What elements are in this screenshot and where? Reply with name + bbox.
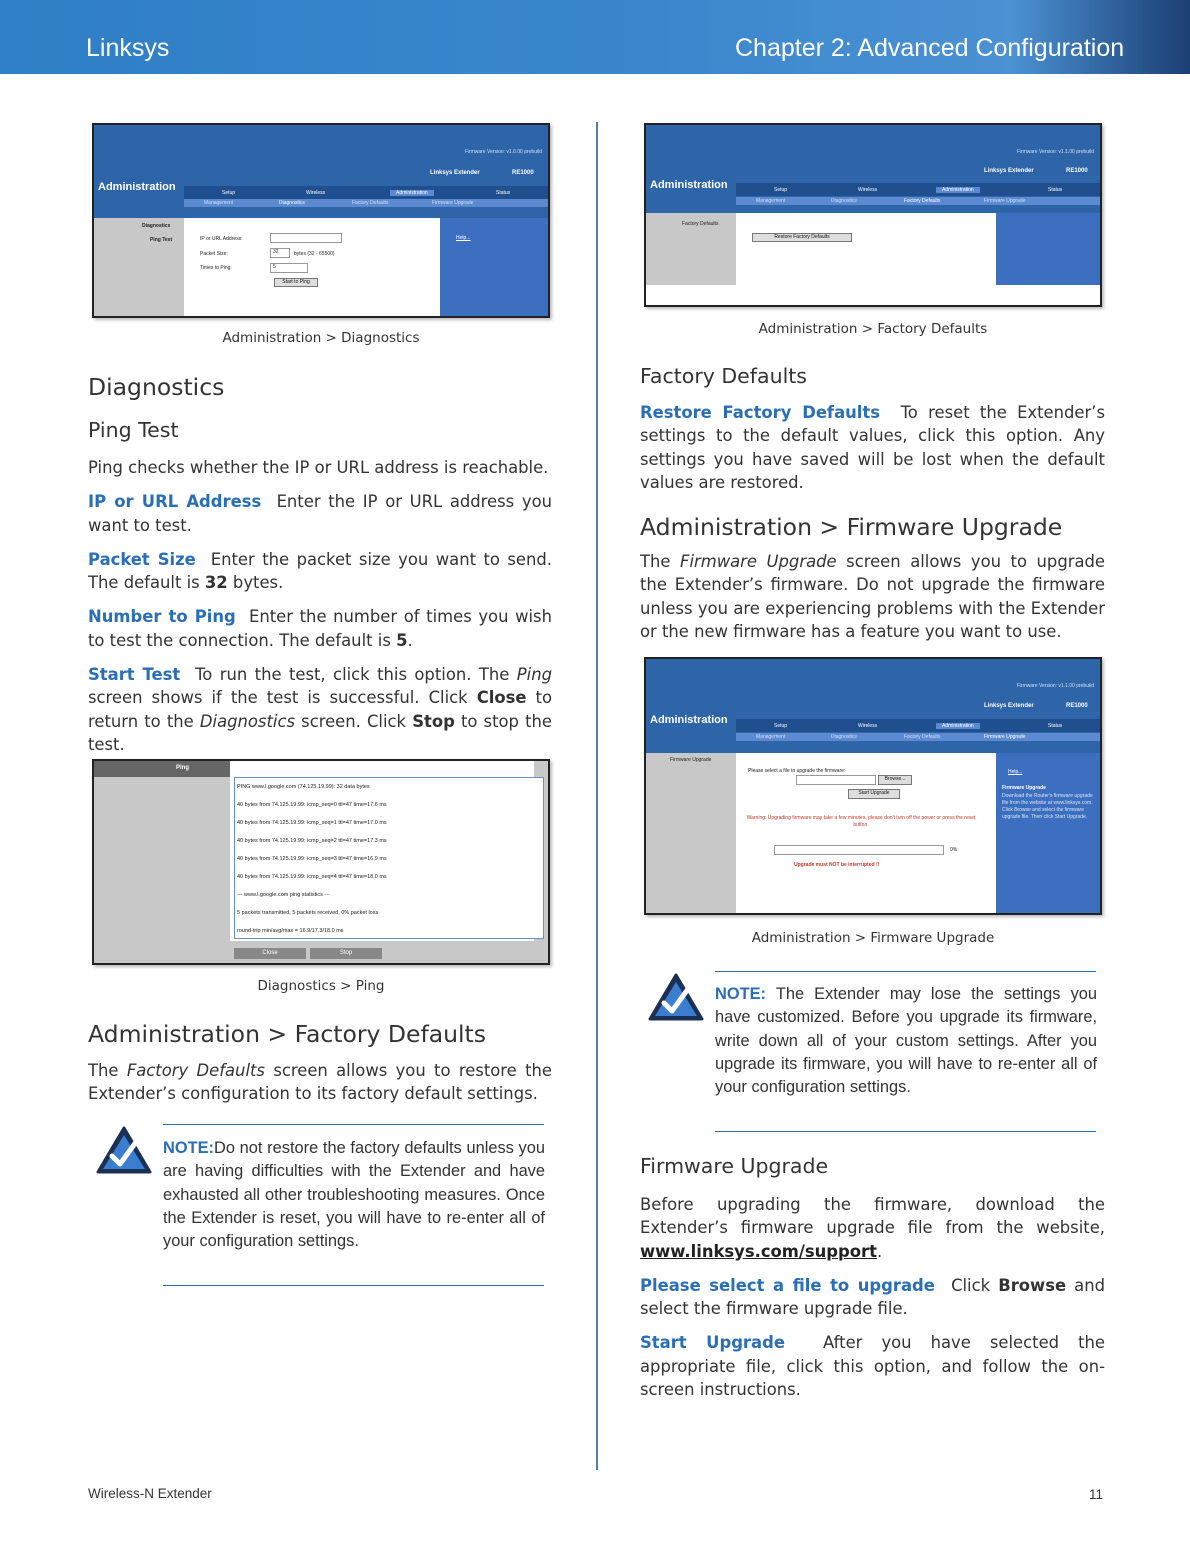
admin-title: Administration [650,179,728,191]
para-start-test: Start Test To run the test, click this option. The Ping screen shows if the test is successful. Click Close to return to the Diagnostics screen. Click Stop to stop the test. [88,665,552,754]
subtab-firmware-upgrade[interactable]: Firmware Upgrade [432,200,474,206]
term-packet-size: Packet Size [88,549,196,569]
subtab-management[interactable]: Management [756,198,786,204]
firmware-version: Firmware Version: v1.1.00 prebuild [1016,149,1094,155]
note-left [96,1124,548,1294]
note-right [648,971,1100,1141]
heading-admin-factory-defaults: Administration > Factory Defaults [88,1020,487,1048]
term-restore: Restore Factory Defaults [640,403,881,422]
ping-line: 40 bytes from 74.125.19.99: icmp_seq=2 ttl=47 time=17.3 ms [237,838,387,844]
caption-diagnostics: Administration > Diagnostics [222,330,420,346]
subtab-factory-defaults[interactable]: Factory Defaults [352,200,389,206]
brand-label: Linksys [86,34,170,62]
subtab-diagnostics[interactable]: Diagnostics [831,734,857,740]
ip-input[interactable] [270,233,342,243]
ping-line: 40 bytes from 74.125.19.99: icmp_seq=0 ttl=47 time=17.6 ms [237,802,387,808]
para-before-upgrading: Before upgrading the firmware, download the Extender’s firmware upgrade file from the website, www.linksys.com/support. [640,1195,1105,1261]
ping-line: --- www.l.google.com ping statistics --- [237,892,330,898]
term-number-to-ping: Number to Ping [88,607,236,627]
subtab-diagnostics[interactable]: Diagnostics [831,198,857,204]
caption-factory-defaults: Administration > Factory Defaults [758,321,988,337]
para-select-file: Please select a file to upgrade Click Browse and select the firmware upgrade file. [640,1275,1106,1319]
para-ping: Ping checks whether the IP or URL address is reachable. [88,458,549,477]
ping-line: PING www.l.google.com (74.125.19.99): 32 data bytes [237,784,370,790]
help-link[interactable]: Help... [456,235,471,241]
tab-administration[interactable]: Administration [936,187,980,193]
times-label: Times to Ping: [200,265,232,271]
subtab-diagnostics[interactable]: Diagnostics [279,200,305,206]
admin-title: Administration [650,714,728,726]
factory-defaults-screenshot [644,123,1102,307]
para-factory-defaults: The Factory Defaults screen allows you to restore the Extender’s configuration to its factory default settings. [88,1061,552,1104]
term-start-test: Start Test [88,665,181,685]
ping-close-button[interactable]: Close [234,948,306,959]
subtab-firmware-upgrade[interactable]: Firmware Upgrade [984,734,1026,740]
tab-status[interactable]: Status [496,190,511,196]
para-restore: Restore Factory Defaults To reset the Extender’s settings to the default values, click this option. Any settings you have saved will be lost when the default values are restored. [640,403,1106,492]
file-input[interactable] [796,775,876,785]
model-name: RE1000 [1066,703,1088,709]
para-start-upgrade: Start Upgrade After you have selected the appropriate file, click this option, and follow the on-screen instructions. [640,1333,1106,1400]
tab-administration[interactable]: Administration [390,190,434,196]
warning-text: Warning: Upgrading firmware may take a few minutes, please don't turn off the power or press the reset button. [746,815,976,828]
tab-wireless[interactable]: Wireless [858,723,878,729]
term-select-file: Please select a file to upgrade [640,1275,935,1295]
term-ip: IP or URL Address [88,492,262,512]
ping-stop-button[interactable]: Stop [310,948,382,959]
ping-output [234,777,544,939]
subtab-factory-defaults[interactable]: Factory Defaults [904,198,941,204]
caption-ping: Diagnostics > Ping [257,978,385,994]
upgrade-percent: 0% [950,847,958,853]
para-firmware-upgrade: The Firmware Upgrade screen allows you to upgrade the Extender’s firmware. Do not upgrade the firmware unless you are experiencing problems with the Extender or the new firmware has a feature you want to use. [640,552,1105,642]
left-column [88,372,552,767]
column-divider [596,122,598,1470]
help-title: Firmware Upgrade [1002,785,1046,791]
subtab-factory-defaults[interactable]: Factory Defaults [904,734,941,740]
term-start-upgrade: Start Upgrade [640,1333,785,1353]
subtab-management[interactable]: Management [756,734,786,740]
tab-status[interactable]: Status [1048,187,1063,193]
help-link[interactable]: Help... [1008,769,1023,775]
page-number: 11 [1089,1487,1104,1502]
model-name: RE1000 [1066,168,1088,174]
browse-button[interactable]: Browse... [878,775,912,785]
para-number: Number to Ping Enter the number of times you wish to test the connection. The default is 5. [88,607,552,650]
footer-product: Wireless-N Extender [88,1486,212,1501]
tab-setup[interactable]: Setup [774,187,788,193]
start-upgrade-button[interactable]: Start Upgrade [848,789,900,799]
times-select[interactable]: 5 [270,263,308,273]
firmware-version: Firmware Version: v1.0.00 prebuild [464,149,542,155]
left-lower-column [88,1019,552,1117]
side-item-ping-test[interactable]: Ping Test [150,237,173,243]
note-right-text: NOTE: The Extender may lose the settings you have customized. Before you upgrade its firmware, write down all of your custom settings. After you upgrade its firmware, you will have to re-enter all of your configuration settings. [715,985,1097,1097]
tab-status[interactable]: Status [1048,723,1063,729]
heading-factory-defaults: Factory Defaults [640,364,807,388]
ping-line: round-trip min/avg/max = 16.9/17.3/18.0 ms [237,928,344,934]
heading-ping-test: Ping Test [88,418,179,442]
heading-diagnostics: Diagnostics [88,373,225,401]
model-name: RE1000 [512,170,534,176]
start-ping-button[interactable]: Start to Ping [274,278,318,287]
tab-setup[interactable]: Setup [774,723,788,729]
upgrade-interrupt-warning: Upgrade must NOT be interrupted !! [794,862,880,868]
para-packet: Packet Size Enter the packet size you want to send. The default is 32 bytes. [88,549,553,593]
tab-setup[interactable]: Setup [222,190,236,196]
right-lower-column [640,1152,1105,1412]
subtab-management[interactable]: Management [204,200,234,206]
right-column [640,362,1105,654]
heading-admin-firmware: Administration > Firmware Upgrade [640,513,1063,542]
product-name: Linksys Extender [430,170,480,176]
firmware-upgrade-screenshot [644,657,1102,915]
select-file-label: Please select a file to upgrade the firmware: [748,768,846,774]
packet-label: Packet Size: [200,251,228,257]
side-item-firmware-upgrade[interactable]: Firmware Upgrade [670,757,712,763]
packet-input[interactable]: 32 [270,248,290,258]
packet-range: bytes (32 - 65500) [294,251,335,257]
support-link[interactable]: www.linksys.com/support [640,1241,877,1261]
subtab-firmware-upgrade[interactable]: Firmware Upgrade [984,198,1026,204]
diagnostics-screenshot [92,123,550,318]
ping-title: Ping [176,765,189,771]
para-ip: IP or URL Address Enter the IP or URL address you want to test. [88,492,553,535]
product-name: Linksys Extender [984,168,1034,174]
page-header [0,0,1190,74]
ping-line: 40 bytes from 74.125.19.99: icmp_seq=4 ttl=47 time=18.0 ms [237,874,387,880]
ping-line: 40 bytes from 74.125.19.99: icmp_seq=3 ttl=47 time=16.9 ms [237,856,387,862]
help-text: Download the Router's firmware upgrade file from the website at www.linksys.com. Click Browse and select the firmware upgrade file. Then click Start Upgrade. [1002,793,1093,820]
note-left-text: NOTE:Do not restore the factory defaults unless you are having difficulties with the Extender and have exhausted all other troubleshooting measures. Once the Extender is reset, you will have to re-enter all of your configuration settings. [163,1139,545,1251]
tab-administration[interactable]: Administration [936,723,980,729]
side-item-factory-defaults[interactable]: Factory Defaults [682,221,719,227]
ping-line: 40 bytes from 74.125.19.99: icmp_seq=1 ttl=47 time=17.0 ms [237,820,387,826]
heading-firmware-upgrade: Firmware Upgrade [640,1154,829,1178]
firmware-version: Firmware Version: v1.1.00 prebuild [1016,683,1094,689]
admin-title: Administration [98,181,176,193]
ping-screenshot [92,759,550,965]
ping-line: 5 packets transmitted, 5 packets received, 0% packet loss [237,910,379,916]
check-note-icon [96,1126,152,1174]
caption-firmware-upgrade: Administration > Firmware Upgrade [751,930,995,946]
side-section: Diagnostics [142,223,171,229]
tab-wireless[interactable]: Wireless [306,190,326,196]
check-note-icon [648,973,704,1021]
chapter-title: Chapter 2: Advanced Configuration [735,34,1125,62]
tab-wireless[interactable]: Wireless [858,187,878,193]
restore-defaults-button[interactable]: Restore Factory Defaults [752,233,852,242]
product-name: Linksys Extender [984,703,1034,709]
upgrade-progress-bar [774,845,944,855]
ip-label: IP or URL Address: [200,236,243,242]
